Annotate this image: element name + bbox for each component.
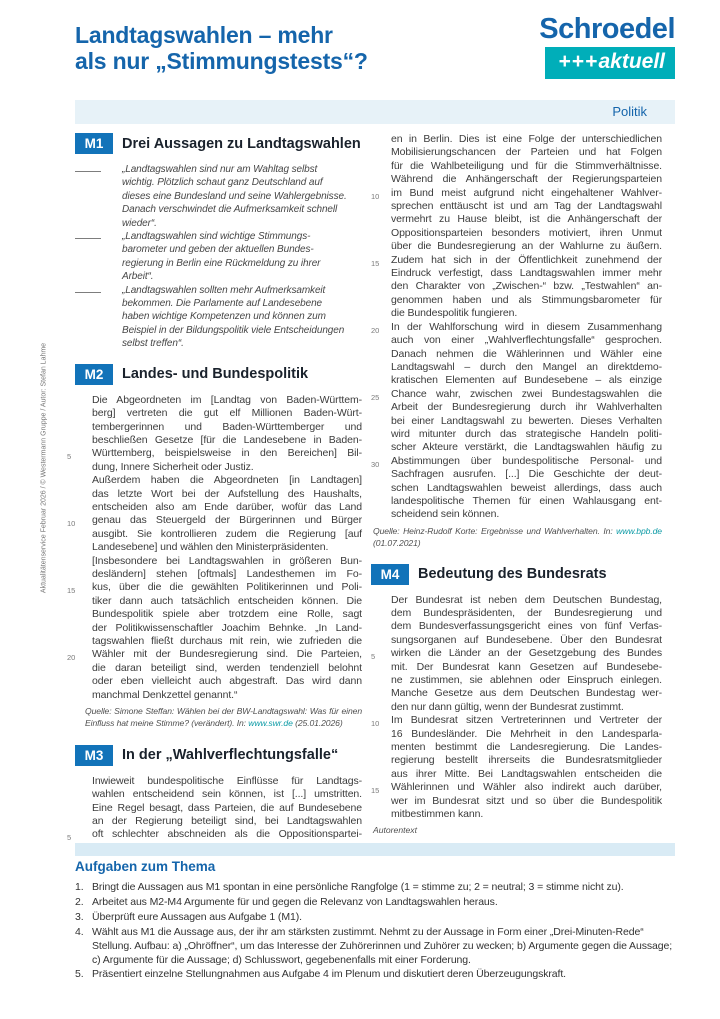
- line-text: Zudem hat sich in der Öffentlichkeit zunehmend der: [391, 253, 662, 266]
- text-line: [371, 607, 662, 620]
- line-text: dem Bundespräsidenten, der Bundesregierung und: [391, 607, 662, 619]
- text-line: [371, 441, 662, 454]
- text-line: [75, 474, 362, 487]
- task-number: 1.: [75, 881, 84, 893]
- task-item: [75, 881, 675, 895]
- ranking-blank-line[interactable]: [75, 238, 101, 239]
- statement-quote: [122, 230, 362, 284]
- line-number: 25: [371, 392, 380, 402]
- line-text: sungsorganen auf Bundesebene. Über den Bundesrat: [391, 633, 662, 646]
- logo-wordmark: Schroedel: [539, 13, 675, 45]
- m3-text-right: [371, 133, 662, 522]
- ranking-blank-line[interactable]: [75, 292, 101, 293]
- line-text: im Bund meist aufgrund nicht eingehaltener Wahlver-: [391, 186, 662, 199]
- left-column: [67, 133, 362, 843]
- line-text: das letzte Wort bei der Aufstellung des Haushalts,: [92, 487, 362, 500]
- line-text: bei einer Landtagswahl zu bewerten. Dieses Verhalten: [391, 414, 662, 427]
- tasks-section: [75, 859, 675, 983]
- text-line: [371, 594, 662, 607]
- task-item: [75, 968, 675, 982]
- text-line: [75, 802, 362, 815]
- task-text: Bringt die Aussagen aus M1 spontan in eine persönliche Rangfolge (1 = stimme zu; 2 = neutral; 3 = stimme nicht zu).: [92, 881, 624, 893]
- text-line: [371, 428, 662, 441]
- text-line: [371, 187, 662, 200]
- text-line: [75, 635, 362, 648]
- line-text: In der Wahlforschung wird in diesem Zusammenhang: [391, 320, 662, 333]
- line-text: tagswahlen fließt durchaus mit rein, wie zufrieden die: [92, 635, 362, 647]
- line-text: Wählerinnen und Wähler also indirekt auch darüber,: [391, 781, 662, 794]
- line-text: schen Landtagswahlen beweist allerdings, dass auch: [391, 481, 662, 494]
- material-m3-header: [75, 745, 362, 766]
- text-line: [371, 294, 662, 307]
- text-line: [75, 407, 362, 420]
- line-text: Abstimmungen über bundespolitische Personal- und: [391, 454, 662, 467]
- text-line: [371, 482, 662, 495]
- line-text: entscheiden also am Ende darüber, wofür das Land: [92, 500, 362, 513]
- line-text: genau das Steuergeld der Bürgerinnen und Bürger: [92, 514, 362, 527]
- material-m4-header: [371, 564, 662, 585]
- line-text: Außerdem haben die Abgeordneten [in Landtagen]: [92, 474, 362, 487]
- text-line: [67, 581, 362, 596]
- material-m3-badge: M3: [75, 745, 113, 766]
- line-number: 15: [67, 586, 76, 596]
- statement-line: „Landtagswahlen sollten mehr Aufmerksamkeit: [122, 284, 326, 296]
- text-line: [371, 808, 662, 821]
- line-text: scheidend sein können.: [391, 508, 500, 521]
- line-text: Bundespolitik spiele aber trotzdem eine Rolle, sagt: [92, 608, 362, 621]
- text-line: [67, 828, 362, 843]
- line-text: [Insbesondere bei Landtagswahlen in größeren Bun-: [92, 554, 362, 567]
- line-text: regierung bestellt ihrerseits die Bundesratsmitglieder: [391, 754, 662, 767]
- text-line: [371, 321, 662, 334]
- statement-quote: [122, 284, 362, 351]
- material-m2-badge: M2: [75, 364, 113, 385]
- text-line: [371, 146, 662, 159]
- right-column: [371, 133, 662, 835]
- line-text: Wähler mit der Bundesregierung sind. Die Parteien,: [92, 648, 362, 661]
- statement-line: barometer und geben der aktuellen Bundes-: [122, 244, 314, 256]
- line-text: mit. Der Bundesrat kann Gesetzen auf Bundesebe-: [391, 660, 662, 673]
- section-band: [75, 100, 675, 124]
- text-line: [371, 401, 662, 414]
- line-number: 5: [67, 833, 72, 843]
- line-text: mitbestimmen kann.: [391, 808, 484, 821]
- line-text: Während die Anhängerschaft der Regierungsparteien: [391, 173, 662, 186]
- text-line: [75, 461, 362, 474]
- task-number: 3.: [75, 910, 84, 923]
- m2-source-date: (25.01.2026): [292, 718, 343, 729]
- text-line: [67, 648, 362, 663]
- text-line: [371, 374, 662, 387]
- logo-plus-signs: +++: [558, 50, 599, 73]
- text-line: [67, 447, 362, 462]
- line-text: Danach nehmen die Wählerinnen und Wähler eine: [391, 347, 662, 360]
- text-line: [371, 661, 662, 674]
- text-line: [371, 468, 662, 481]
- line-text: genommen haben und als Stimmungsbarometer für: [391, 293, 662, 306]
- text-line: [75, 662, 362, 675]
- line-text: tembergerinnen und Baden-Württemberger und: [92, 420, 362, 433]
- line-text: kus, über die die gewählten Politikerinnen und Poli-: [92, 581, 362, 594]
- text-line: [371, 173, 662, 186]
- m4-text: [371, 594, 662, 822]
- line-text: wird mitunter durch das strategische Handeln politi-: [391, 427, 662, 440]
- text-line: [75, 568, 362, 581]
- m2-source-citation: [75, 705, 362, 730]
- text-line: [371, 227, 662, 240]
- line-text: Inwieweit bundespolitische Einflüsse für Landtags-: [92, 774, 362, 787]
- line-text: dung, Innere Sicherheit oder Justiz.: [92, 460, 254, 473]
- publisher-logo: [539, 13, 675, 79]
- line-number: 15: [371, 786, 380, 796]
- line-number: 5: [67, 452, 72, 462]
- line-text: Landesebene] und wählen den Ministerpräsidenten.: [92, 541, 329, 554]
- line-text: Die Abgeordneten im [Landtag von Baden-Württem-: [92, 393, 362, 406]
- line-text: scher Akteure verstärkt, die Landtagswahlen häufig zu: [391, 441, 662, 454]
- m3-source-date: (01.07.2021): [373, 538, 421, 549]
- material-m1-badge: M1: [75, 133, 113, 154]
- text-line: [371, 768, 662, 781]
- text-line: [75, 595, 362, 608]
- line-text: oder eben vielleicht auch abgestraft. Das wird dann: [92, 675, 362, 688]
- line-text: wer im Bundesrat sitzt und so über die Bundespolitik: [391, 794, 662, 807]
- text-line: [75, 394, 362, 407]
- line-text: desländern] stehen [oftmals] Landesthemen im Fo-: [92, 567, 362, 580]
- text-line: [75, 788, 362, 801]
- line-text: menten bestimmt die Landesregierung. Die Landes-: [391, 741, 662, 754]
- text-line: [371, 334, 662, 347]
- statement-line: wieder“.: [122, 217, 157, 229]
- task-text: Präsentiert einzelne Stellungnahmen aus Aufgabe 4 im Plenum und diskutiert deren Überzeugungskraft.: [92, 968, 566, 981]
- text-line: [371, 634, 662, 647]
- line-text: Mobilisierungschancen der Parteien und hat Folgen: [391, 146, 662, 159]
- line-number: 10: [371, 191, 380, 201]
- text-line: [75, 608, 362, 621]
- page-title-line1: Landtagswahlen – mehr: [75, 22, 333, 48]
- text-line: [371, 348, 662, 361]
- material-m1-header: [75, 133, 362, 154]
- m3-source-citation: [371, 525, 662, 550]
- statement-line: dieses eine Bundesland und seine Wahlergebnisse.: [122, 190, 347, 202]
- text-line: [371, 240, 662, 253]
- material-m3-title: In der „Wahlverflechtungsfalle“: [122, 747, 339, 764]
- material-m4-title: Bedeutung des Bundesrats: [418, 566, 607, 583]
- text-line: [371, 647, 662, 660]
- text-line: [371, 495, 662, 508]
- line-number: 10: [67, 519, 76, 529]
- line-text: Der Bundesrat ist neben dem Deutschen Bundestag,: [391, 593, 662, 606]
- text-line: [371, 455, 662, 468]
- task-text: Arbeitet aus M2-M4 Argumente für und gegen die Relevanz von Landtagswahlen heraus.: [92, 895, 498, 908]
- text-line: [371, 741, 662, 754]
- text-line: [371, 795, 662, 808]
- section-label: Politik: [612, 104, 647, 119]
- m2-source-text: Quelle: Simone Steffan: Wählen bei der BW-Landtagswahl: Was für einen Einfluss hat meine Stimme? (verändert). In:: [85, 706, 362, 729]
- text-line: [75, 541, 362, 554]
- tasks-title: Aufgaben zum Thema: [75, 859, 216, 874]
- line-text: für die Wahlbeteiligung und für die Stimmverhältnisse.: [391, 159, 662, 172]
- line-text: en in Berlin. Dies ist eine Folge der unterschiedlichen: [391, 133, 662, 145]
- material-m2-header: [75, 364, 362, 385]
- text-line: [371, 728, 662, 741]
- logo-aktuell-tag: [545, 47, 675, 79]
- statement-quote: [122, 163, 362, 230]
- statement-line: „Landtagswahlen sind nur am Wahltag selbst: [122, 164, 318, 175]
- line-text: kratischen Elementen auf Bundesebene – als einzige: [391, 374, 662, 387]
- task-text: Wählt aus M1 die Aussage aus, der ihr am stärksten zustimmt. Nehmt zu der Aussage in Form einer „Drei-Minuten-Rede“ Stellung. Aufbau: a) „Ohröffner“, um das Interesse der Zuhörerinnen und Zuhörer zu wecken; b) Argumente gegen die Aussage; c) Argumente für die Aussage; d) Schlusswort, gegebenenfalls mit einer Forderung.: [92, 925, 673, 966]
- ranking-blank-line[interactable]: [75, 171, 101, 172]
- statement-line: „Landtagswahlen sind wichtige Stimmungs-: [122, 231, 311, 243]
- material-m1-title: Drei Aussagen zu Landtagswahlen: [122, 135, 361, 152]
- line-text: Chance wahr, zwischen zwei Bundestagswahlen die: [391, 387, 662, 400]
- line-text: über die Bundesregierung an der Wahlurne zu äußern.: [391, 240, 662, 253]
- task-text: Überprüft eure Aussagen aus Aufgabe 1 (M1).: [92, 910, 302, 923]
- line-text: aus ihrer Mitte. Bei Landtagswahlen entscheiden die: [391, 767, 662, 780]
- tasks-list: [75, 881, 675, 982]
- logo-aktuell-word: aktuell: [598, 50, 665, 73]
- line-text: landespolitische Themen für einen Wahlausgang ent-: [391, 494, 662, 507]
- text-line: [371, 415, 662, 428]
- text-line: [67, 514, 362, 529]
- task-item: [75, 926, 675, 968]
- text-line: [75, 775, 362, 788]
- text-line: [371, 213, 662, 226]
- text-line: [75, 501, 362, 514]
- line-text: dem Bundesverfassungsgericht eines von fünf Verfas-: [391, 620, 662, 633]
- text-line: [371, 133, 662, 146]
- statement-line: regierung in Berlin eine Rückmeldung zu ihrer: [122, 257, 321, 269]
- text-line: [371, 280, 662, 293]
- line-text: die daran beteiligt sind, werden tendenziell belohnt: [92, 661, 362, 674]
- text-line: [371, 508, 662, 521]
- m4-author-credit: Autorentext: [373, 824, 417, 835]
- text-line: [75, 421, 362, 434]
- statement-line: selbst treffen“.: [122, 338, 184, 350]
- line-text: manchmal Denkzettel genannt.“: [92, 688, 238, 701]
- line-text: beschließen Gesetze [für die Landesebene in Baden-: [92, 433, 362, 446]
- line-text: ne zustimmen, sie ablehnen oder Einspruch einlegen.: [391, 674, 662, 687]
- text-line: [371, 701, 662, 714]
- line-text: Im Bundesrat sitzen Vertreterinnen und Vertreter der: [391, 714, 662, 727]
- text-line: [75, 815, 362, 828]
- m2-source-link[interactable]: www.swr.de: [248, 718, 293, 729]
- m2-text: [67, 393, 362, 702]
- line-number: 20: [371, 325, 380, 335]
- page-title: [75, 22, 368, 74]
- line-text: Eine Regel besagt, dass Parteien, die auf Bundesebene: [92, 801, 362, 814]
- line-text: an der Regierung beteiligt sind, bei Landtagswahlen: [92, 815, 362, 828]
- task-item: [75, 896, 675, 910]
- text-line: [75, 488, 362, 501]
- line-text: wahlen entscheidend sein können, ist [...] umstritten.: [92, 788, 362, 801]
- text-line: [371, 754, 662, 767]
- m1-statements: [122, 163, 362, 351]
- line-number: 20: [67, 653, 76, 663]
- line-text: die Bundespolitik fungieren.: [391, 307, 518, 320]
- material-m4-badge: M4: [371, 564, 409, 585]
- line-text: der Politikwissenschaftler Joachim Behnke. „In Land-: [92, 621, 362, 634]
- task-number: 5.: [75, 968, 84, 981]
- text-line: [371, 620, 662, 633]
- statement-line: Beispiel in der Bildungspolitik viele Entscheidungen: [122, 324, 345, 336]
- line-text: Württemberg, beispielsweise in den Bereichen] Bil-: [92, 447, 362, 460]
- text-line: [75, 622, 362, 635]
- line-text: tiker dann auch tatsächlich entscheiden können. Die: [92, 594, 362, 607]
- text-line: [371, 388, 662, 401]
- line-text: 16 Bundesländer. Die Mehrheit in den Landesparla-: [391, 727, 662, 740]
- text-line: [75, 528, 362, 541]
- line-number: 5: [371, 652, 376, 662]
- text-line: [371, 200, 662, 213]
- text-line: [371, 267, 662, 280]
- line-text: sprechen enttäuscht ist und am Tag der Landtagswahl: [391, 200, 662, 213]
- line-text: Landtagswahl – durch den Mangel an direktdemo-: [391, 360, 662, 373]
- m3-source-text: Quelle: Heinz-Rudolf Korte: Ergebnisse und Wahlverhalten. In:: [373, 525, 617, 536]
- m3-text-left: [67, 774, 362, 843]
- text-line: [371, 781, 662, 794]
- text-line: [75, 434, 362, 447]
- divider-band: [75, 843, 675, 856]
- line-number: 15: [371, 258, 380, 268]
- material-m2-title: Landes- und Bundespolitik: [122, 366, 309, 383]
- task-number: 2.: [75, 895, 84, 908]
- text-line: [371, 674, 662, 687]
- line-number: 30: [371, 459, 380, 469]
- line-number: 10: [371, 719, 380, 729]
- line-text: Eindruck verfestigt, dass Landtagswahlen immer mehr: [391, 267, 662, 280]
- text-line: [371, 254, 662, 267]
- line-text: vermehrt zu Hause bleibt, ist die Anhängerschaft der: [391, 213, 662, 226]
- line-text: Oppositionsparteien besonders motiviert, ihren Unmut: [391, 226, 662, 239]
- text-line: [371, 687, 662, 700]
- copyright-credit: Aktualitätenservice Februar 2026 / © Westermann Gruppe / Autor: Stefan Lahme: [40, 342, 48, 594]
- text-line: [371, 361, 662, 374]
- statement-line: Danach verschwindet die Aufmerksamkeit schnell: [122, 204, 338, 216]
- statement-line: bekommen. Die Parlamente auf Landesebene: [122, 298, 323, 310]
- text-line: [75, 689, 362, 702]
- line-text: den Charakter von „Zwischen-“ bzw. „Testwahlen“ an-: [391, 280, 662, 293]
- line-text: Arbeit der Bundesregierung durch ihr Wahlverhalten: [391, 401, 662, 414]
- text-line: [75, 555, 362, 568]
- line-text: wirken die Länder an der Gesetzgebung des Bundes: [391, 647, 662, 660]
- text-line: [371, 307, 662, 320]
- line-text: Manche Gesetze aus dem Deutschen Bundestag wer-: [391, 687, 662, 700]
- line-text: Sachfragen ausrufen. [...] Die Geschichte der deut-: [391, 468, 662, 481]
- statement-line: wichtig. Plötzlich schaut ganz Deutschland auf: [122, 177, 323, 189]
- page-title-line2: als nur „Stimmungstests“?: [75, 48, 368, 74]
- statement-line: Arbeit“.: [122, 271, 154, 283]
- text-line: [75, 675, 362, 688]
- line-text: oft schlechter abschneiden als die Oppositionspartei-: [92, 828, 362, 841]
- line-text: ausgibt. Sie kontrollieren zudem die Regierung [auf: [92, 527, 362, 540]
- m3-source-link[interactable]: www.bpb.de: [616, 525, 662, 536]
- task-item: [75, 911, 675, 925]
- task-number: 4.: [75, 925, 84, 938]
- statement-line: haben wichtige Kompetenzen und können zum: [122, 311, 326, 323]
- line-text: auch von einer „Wahlverflechtungsfalle“ gesprochen.: [391, 334, 662, 347]
- text-line: [371, 160, 662, 173]
- text-line: [371, 714, 662, 727]
- line-text: berg] vertreten die gut elf Millionen Baden-Würt-: [92, 407, 362, 420]
- line-text: den nur dann gültig, wenn der Bundesrat zustimmt.: [391, 700, 624, 713]
